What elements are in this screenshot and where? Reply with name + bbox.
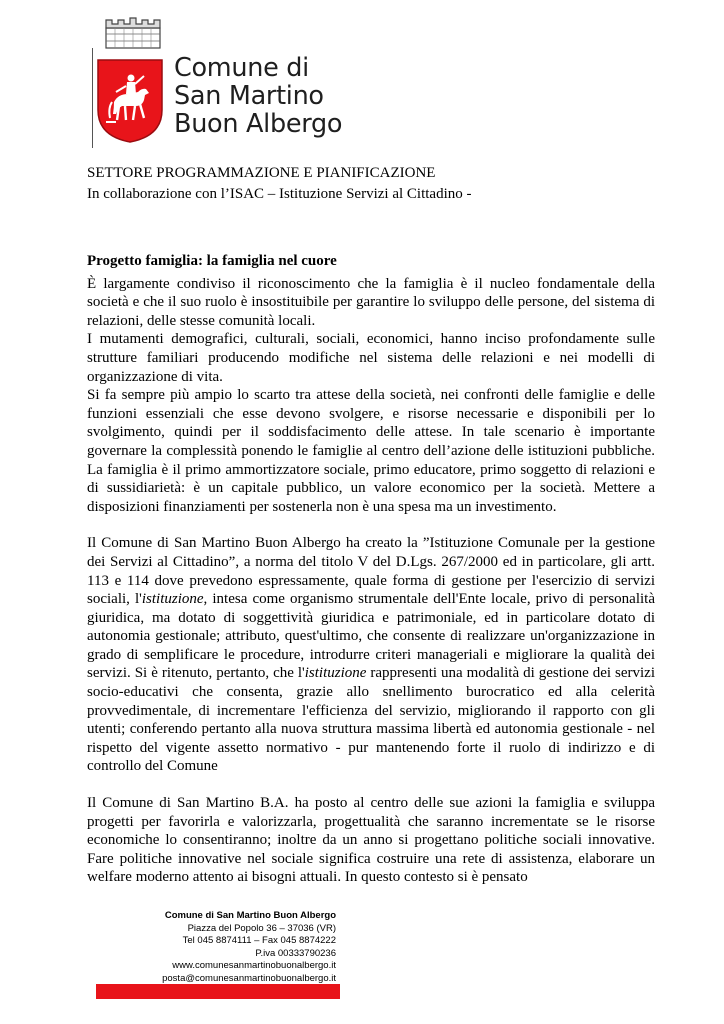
document-header	[87, 163, 472, 205]
logo-line-san-martino: San Martino	[174, 81, 324, 111]
paragraph-3: Si fa sempre più ampio lo scarto tra attese della società, nei confronti delle famiglie e delle funzioni essenziali che esse devono svolgere, e risorse necessarie e disponibili per lo svolgimento, quindi per il soddisfacimento delle attese. In tale scenario è importante governare la complessità ponendo le famiglie al centro dell’azione delle istituzioni pubbliche. La famiglia è il primo ammortizzatore sociale, primo educatore, primo soggetto di relazioni e di sussidiarietà: è un capitale pubblico, un valore economico per la società. Mettere a disposizioni finanziamenti per sostenerla non è una spesa ma un investimento.	[87, 387, 655, 515]
footer-email: posta@comunesanmartinobuonalbergo.it	[162, 972, 336, 984]
footer-phone: Tel 045 8874111 – Fax 045 8874222	[182, 935, 336, 946]
logo-line-comune: Comune di	[174, 53, 309, 83]
crown-icon	[102, 14, 164, 50]
paragraph-4-emphasis-2: istituzione	[304, 665, 367, 682]
page-footer	[120, 910, 336, 985]
paragraph-4	[87, 534, 655, 776]
footer-vat: P.iva 00333790236	[255, 947, 336, 959]
paragraph-5: Il Comune di San Martino B.A. ha posto al centro delle sue azioni la famiglia e sviluppa progetti per favorirla e valorizzarla, progettualità che saranno incrementate se le risorse economiche lo consentiranno; inoltre da un anno si progettano politiche sociali innovative. Fare politiche innovative nel sociale significa costruire una rete di assistenza, elaborare un welfare moderno attento ai bisogni attuali. In questo contesto si è pensato	[87, 795, 655, 886]
paragraph-4-part-b: , intesa come organismo strumentale dell'Ente locale, privo di personalità giuridica, ma dotato di soggettività giuridica e patrimoniale, ed in particolare dotato di autonomia gestionale; attributo, quest'ultimo, che consente di realizzare un'organizzazione in grado di semplificare le procedure, introdurre criteri manageriali e migliorare la qualità dei servizi. Si è ritenuto, pertanto, che l'	[87, 591, 655, 682]
footer-red-bar	[96, 984, 340, 999]
paragraph-4-part-c: rappresenti una modalità di gestione dei servizi socio-educativi che consenta, grazie allo snellimento burocratico ed alla celerità provvedimentale, di incrementare l'efficienza del servizio, migliorando il rapporto con gli utenti; conferendo pertanto alla nuova struttura massima libertà ed autonomia gestionale - nel rispetto del vigente assetto normativo - pur mantenendo forte il ruolo di indirizzo e di controllo del Comune	[87, 665, 655, 775]
footer-website: www.comunesanmartinobuonalbergo.it	[172, 960, 336, 971]
saint-martin-shield-icon	[92, 58, 168, 144]
municipality-logo	[92, 14, 352, 146]
article-title: Progetto famiglia: la famiglia nel cuore	[87, 253, 337, 269]
logo-line-buon-albergo: Buon Albergo	[174, 109, 343, 139]
footer-name: Comune di San Martino Buon Albergo	[164, 910, 336, 921]
document-body	[87, 252, 655, 887]
footer-address: Piazza del Popolo 36 – 37036 (VR)	[187, 922, 336, 934]
paragraph-4-part-a: Il Comune di San Martino Buon Albergo ha creato la ”Istituzione Comunale per la gestione dei Servizi al Cittadino”, a norma del titolo V del D.Lgs. 267/2000 ed in particolare, gli artt. 113 e 114 dove prevedono espressamente, quale forma di gestione per l'esercizio di servizi sociali, l'	[87, 535, 655, 608]
sector-heading: SETTORE PROGRAMMAZIONE E PIANIFICAZIONE	[87, 165, 436, 181]
collaboration-line: In collaborazione con l’ISAC – Istituzione Servizi al Cittadino -	[87, 186, 472, 202]
paragraph-2: I mutamenti demografici, culturali, sociali, economici, hanno inciso profondamente sulle strutture familiari producendo modifiche nel sistema delle relazioni e nei modelli di organizzazione di vita.	[87, 331, 655, 385]
paragraph-4-emphasis-1: istituzione	[141, 591, 204, 608]
paragraph-1: È largamente condiviso il riconoscimento che la famiglia è il nucleo fondamentale della società e che il suo ruolo è insostituibile per garantire lo sviluppo delle persone, del sistema di relazioni, delle stesse comunità locali.	[87, 275, 655, 329]
